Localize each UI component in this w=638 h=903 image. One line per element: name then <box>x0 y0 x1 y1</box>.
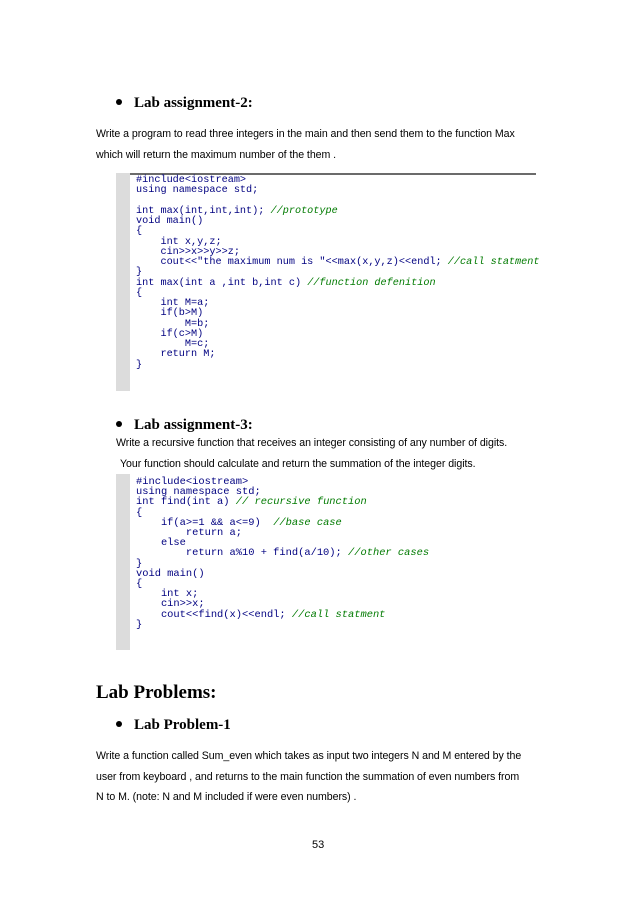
assignment3-description <box>116 433 507 474</box>
code-gutter <box>116 173 130 391</box>
code-line: return a; <box>136 527 243 540</box>
code-line: if(a>=1 && a<=9) //base case <box>136 516 342 529</box>
code-line: cin>>x>>y>>z; <box>136 246 240 258</box>
code-line: if(b>M) <box>136 308 204 320</box>
code-line: int M=a; <box>136 298 210 309</box>
code-line: return a%10 + find(a/10); //other cases <box>136 547 430 560</box>
code-line: int max(int,int,int); //prototype <box>136 205 338 217</box>
code-line: else <box>136 537 186 550</box>
problem1-heading-text: Lab Problem-1 <box>134 717 231 733</box>
code-line: using namespace std; <box>136 185 259 197</box>
paragraph-line: N to M. (note: N and M included if were even numbers) . <box>96 791 357 803</box>
assignment3-heading <box>116 417 253 434</box>
lab-problems-title: Lab Problems: <box>96 682 217 703</box>
paragraph-line: Write a function called Sum_even which takes as input two integers N and M entered by the <box>96 750 522 762</box>
assignment3-heading-text: Lab assignment-3: <box>134 417 253 433</box>
assignment2-description <box>96 124 515 165</box>
assignment2-code-screenshot <box>116 173 540 391</box>
code-line: M=c; <box>136 339 210 350</box>
code-line: int max(int a ,int b,int c) //function defenition <box>136 277 436 289</box>
paragraph-line: Write a program to read three integers in the main and then send them to the function Max <box>96 128 515 140</box>
code-line: cin>>x; <box>136 598 205 611</box>
paragraph-line: which will return the maximum number of the them . <box>96 148 337 161</box>
code-line: { <box>136 226 143 238</box>
code-line: cout<<find(x)<<endl; //call statment <box>136 608 386 621</box>
code-line: void main() <box>136 216 204 227</box>
code-line: } <box>136 267 143 279</box>
code-line: { <box>136 506 143 519</box>
code-line: { <box>136 578 143 591</box>
paragraph-line: user from keyboard , and returns to the main function the summation of even numbers from <box>96 770 520 783</box>
paragraph-line: Write a recursive function that receives an integer consisting of any number of digits. <box>116 437 508 449</box>
code-line: M=b; <box>136 318 210 330</box>
code-gutter <box>116 474 130 650</box>
code-line: } <box>136 557 143 570</box>
code-line: return M; <box>136 349 216 361</box>
code-line: int x; <box>136 588 199 601</box>
assignment2-heading-text: Lab assignment-2: <box>134 95 253 111</box>
code-line: { <box>136 287 143 299</box>
code-line: #include<iostream> <box>136 476 249 488</box>
problem1-heading <box>116 717 231 734</box>
problem1-description <box>96 746 521 808</box>
code-line: using namespace std; <box>136 486 261 499</box>
code-line: cout<<"the maximum num is "<<max(x,y,z)<<endl; //call statment <box>136 257 540 268</box>
bullet-icon <box>116 721 122 727</box>
code-line: int x,y,z; <box>136 236 222 248</box>
bullet-icon <box>116 421 122 427</box>
assignment2-heading <box>116 95 253 112</box>
page-number: 53 <box>312 839 325 851</box>
bullet-icon <box>116 99 122 105</box>
code-line: if(c>M) <box>136 328 204 340</box>
assignment2-code <box>136 176 540 371</box>
assignment3-code-screenshot <box>116 474 430 650</box>
code-line: int find(int a) // recursive function <box>136 496 367 509</box>
code-line: } <box>136 359 143 371</box>
code-line: #include<iostream> <box>136 175 247 186</box>
assignment3-code <box>136 477 429 630</box>
paragraph-line: Your function should calculate and return the summation of the integer digits. <box>120 457 476 470</box>
code-line: } <box>136 618 143 631</box>
code-line: void main() <box>136 567 205 580</box>
